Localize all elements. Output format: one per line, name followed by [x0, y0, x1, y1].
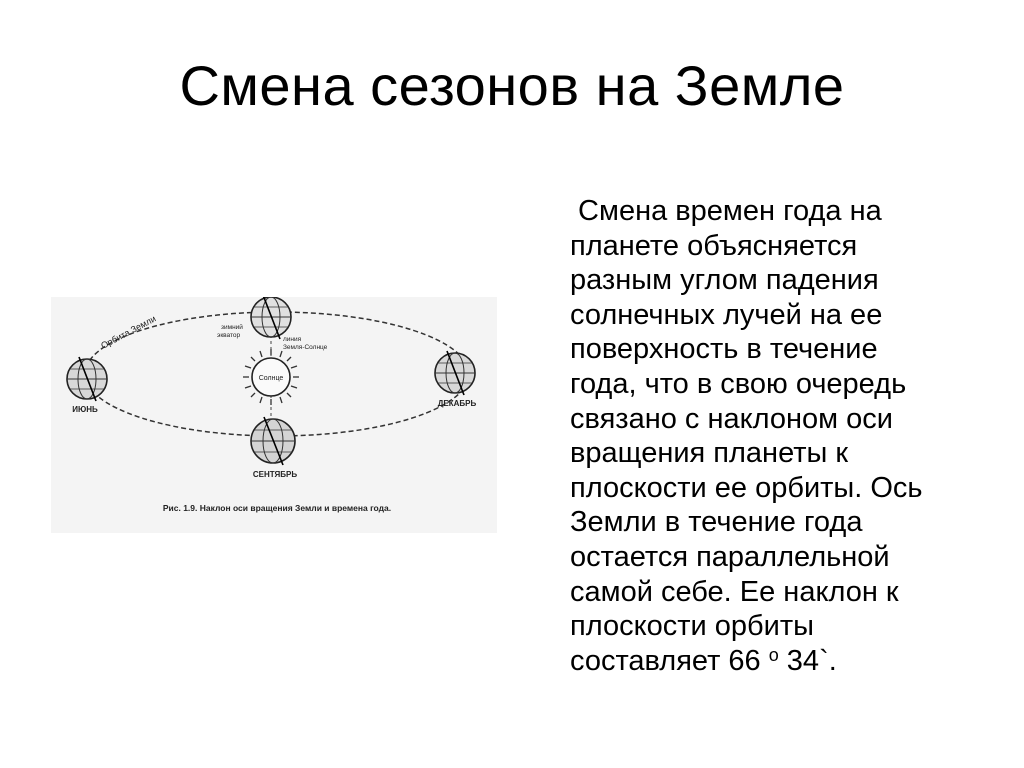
body-line: Земли в течение года	[570, 506, 863, 539]
axis-label-line2: Земля-Солнце	[283, 344, 328, 351]
body-line: плоскости ее орбиты. Ось	[570, 471, 923, 504]
body-line: солнечных лучей на ее	[570, 298, 883, 331]
figure-caption: Рис. 1.9. Наклон оси вращения Земли и времена года.	[162, 503, 392, 513]
body-line: вращения планеты к	[570, 437, 849, 470]
axis-label-line1: линия	[283, 336, 302, 343]
sun-label: Солнце	[258, 375, 284, 382]
body-last-line	[570, 644, 990, 679]
earth-orbit-figure	[51, 297, 497, 533]
june-label: ИЮНЬ	[72, 405, 98, 414]
september-label: СЕНТЯБРЬ	[252, 470, 298, 479]
tilt-value-prefix: составляет 66	[570, 644, 769, 677]
globe-september-icon	[251, 417, 295, 465]
body-line: Смена времен года на	[570, 195, 882, 227]
body-line: плоскости орбиты	[570, 610, 814, 643]
body-line: разным углом падения	[570, 264, 879, 297]
globe-june-icon	[67, 357, 107, 401]
body-paragraph	[570, 194, 990, 678]
equator-label-line1: зимний	[221, 324, 243, 331]
globe-top-icon	[251, 297, 291, 339]
december-label: ДЕКАБРЬ	[437, 399, 477, 408]
body-line: остается параллельной	[570, 540, 890, 573]
slide-title: Смена сезонов на Земле	[179, 54, 845, 117]
body-line: года, что в свою очередь	[570, 367, 907, 400]
body-line: планете объясняется	[570, 229, 858, 262]
equator-label-line2: экватор	[217, 332, 241, 339]
tilt-value-suffix: 34`.	[778, 644, 837, 677]
body-line: самой себе. Ее наклон к	[570, 575, 899, 608]
earth-orbit-diagram	[51, 297, 497, 533]
degree-mark: o	[768, 644, 779, 665]
body-line: связано с наклоном оси	[570, 402, 893, 435]
orbit-label: Орбита Земли	[99, 313, 158, 351]
body-line: поверхность в течение	[570, 333, 878, 366]
globe-december-icon	[435, 351, 475, 395]
